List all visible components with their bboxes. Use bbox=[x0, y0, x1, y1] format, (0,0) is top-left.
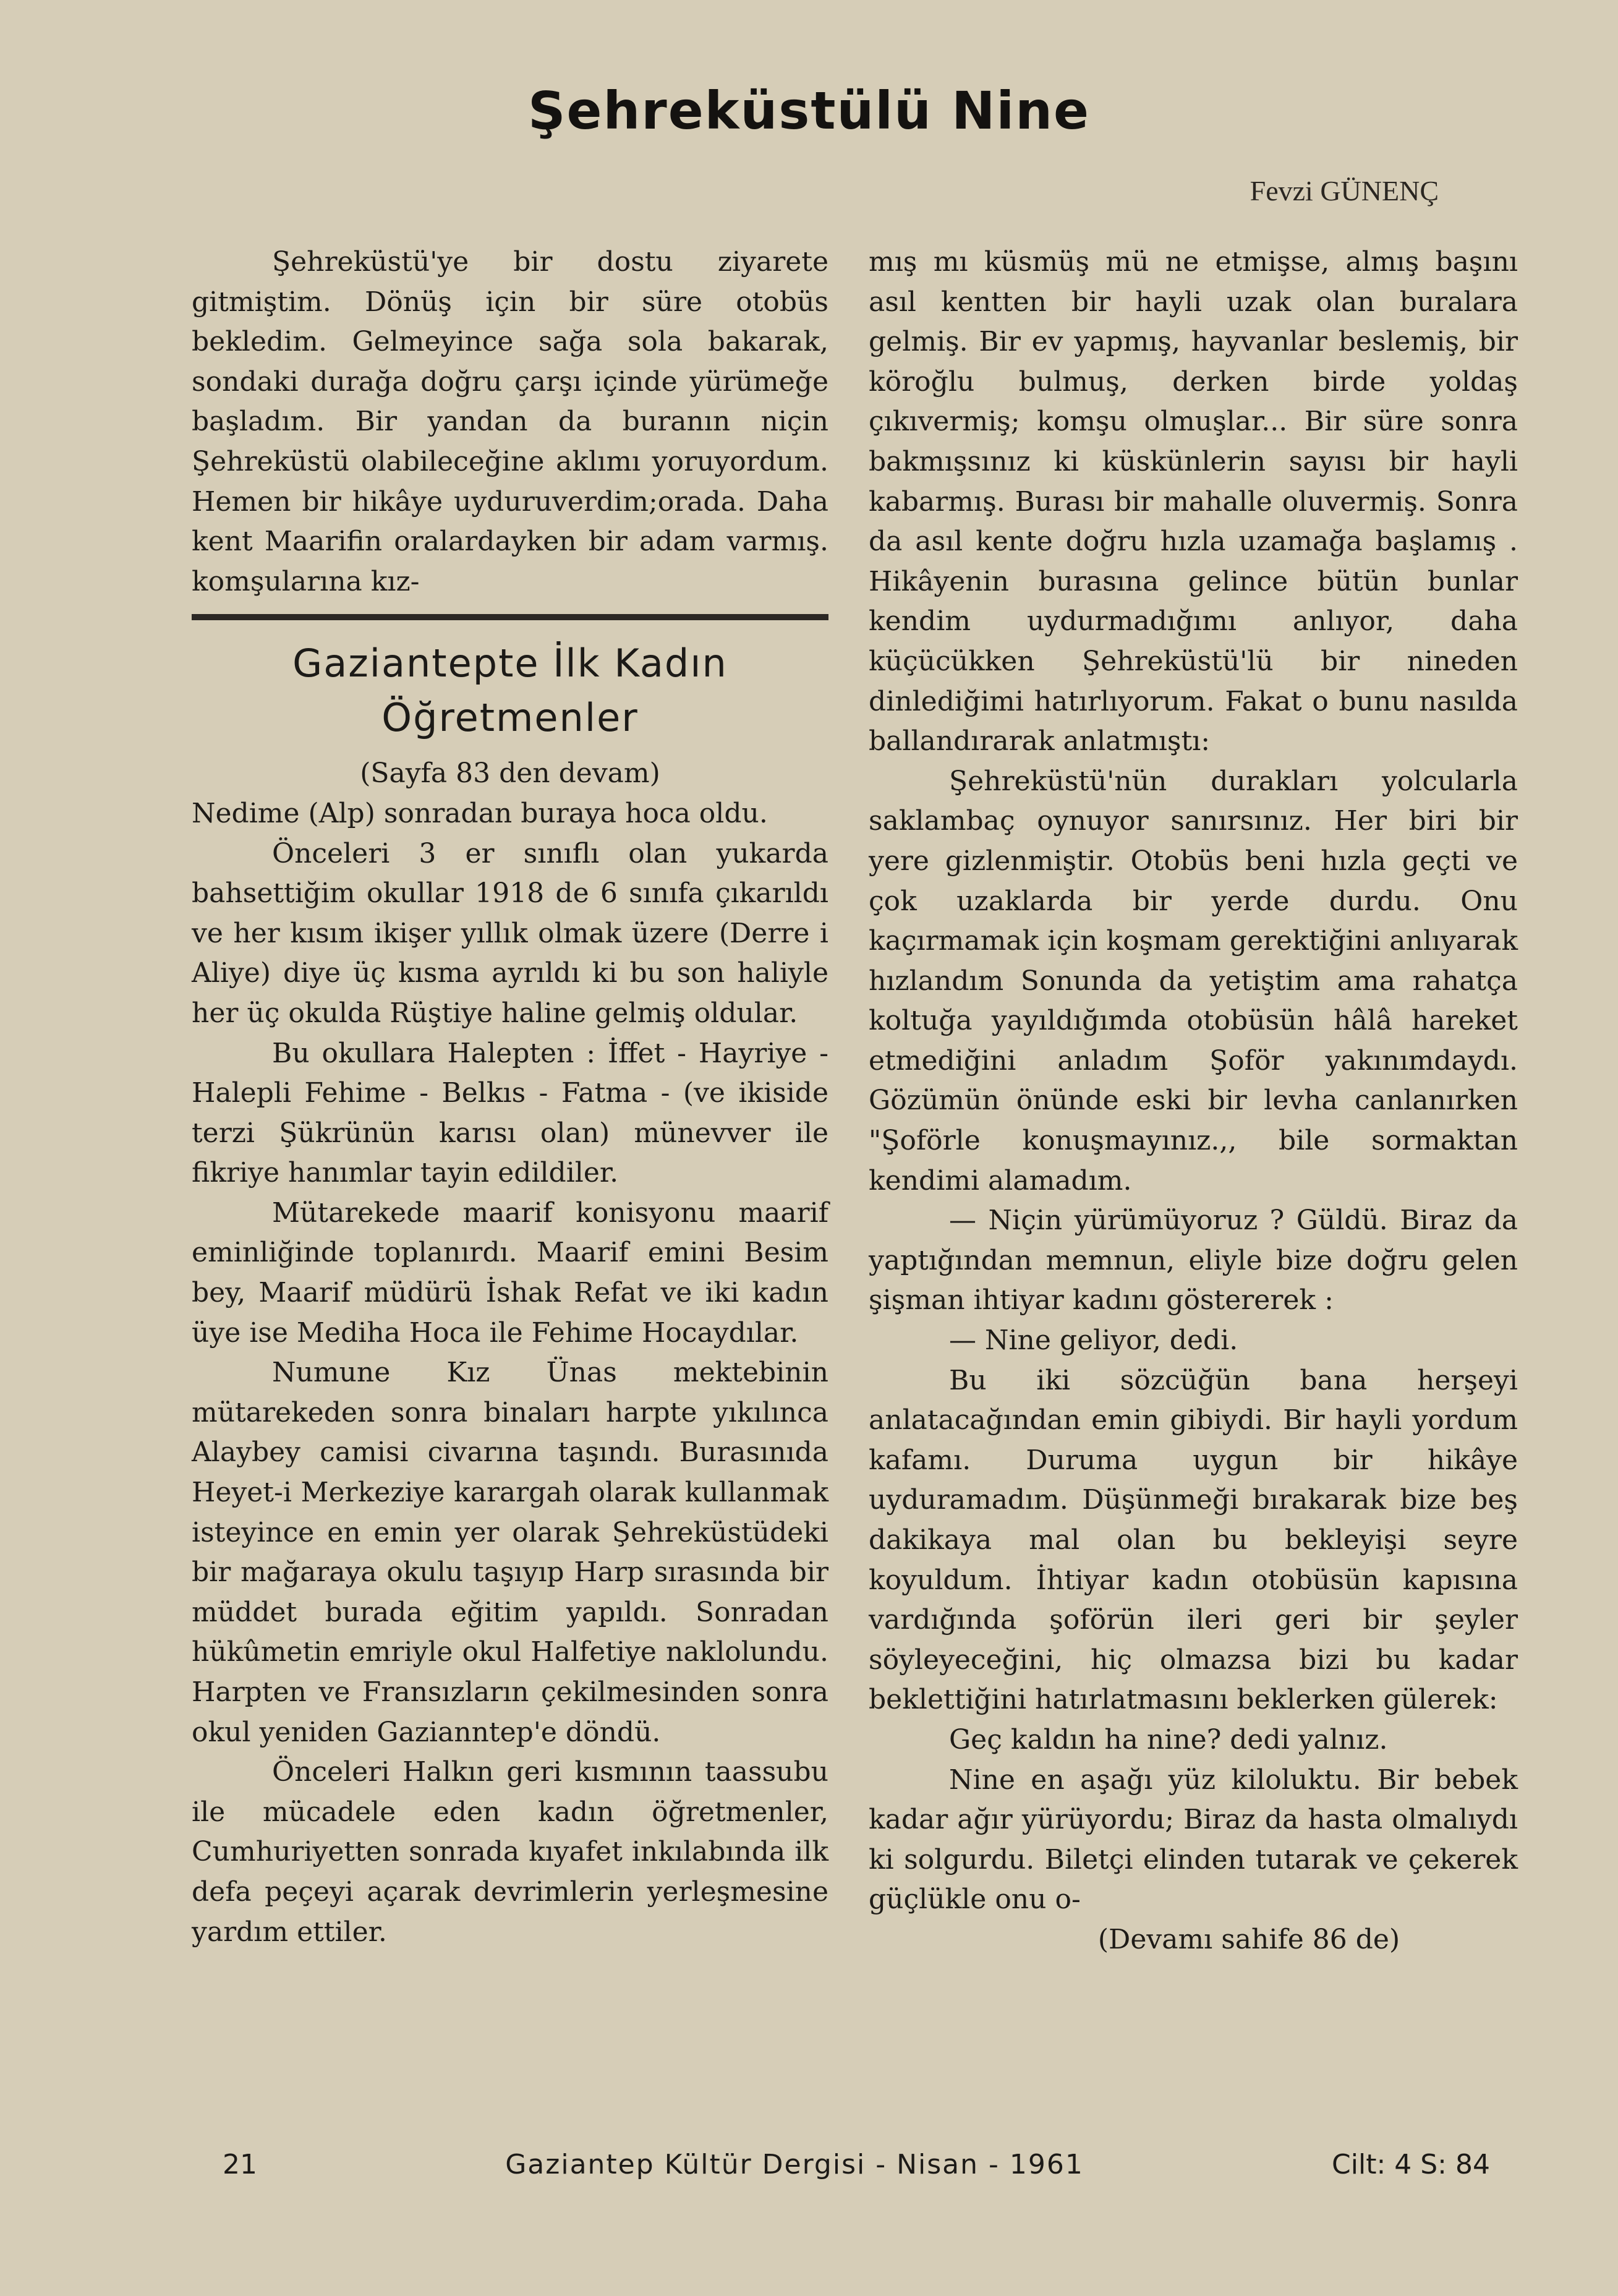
left-column bbox=[192, 242, 828, 1952]
paragraph: Nine en aşağı yüz kiloluktu. Bir bebek kadar ağır yürüyordu; Biraz da hasta olmalıydı ki solgurdu. Biletçi elinden tutarak ve çekerek güçlükle onu o- bbox=[869, 1764, 1518, 1916]
paragraph: Şehreküstü'nün durakları yolcularla saklambaç oynuyor sanırsınız. Her biri bir yere gizlenmiştir. Otobüs beni hızla geçti ve çok uzaklarda bir yerde durdu. Onu kaçırmamak için koşmam gerektiğini anlıyarak hızlandım Sonunda da yetiştim ama rahatça koltuğa yayıldığımda otobüsün hâlâ hareket etmediğini anladım Şoför yakınımdaydı. Gözümün önünde eski bir levha canlanırken "Şoförle konuşmayınız.,, bile sormaktan kendimi alamadım. bbox=[869, 765, 1518, 1197]
paragraph: Bu okullara Halepten : İffet - Hayriye - Halepli Fehime - Belkıs - Fatma - (ve ikiside terzi Şükrünün karısı olan) münevver ile fikriye hanımlar tayin edildiler. bbox=[192, 1037, 828, 1189]
continued-note: (Devamı sahife 86 de) bbox=[1097, 1923, 1400, 1955]
section-divider bbox=[192, 614, 828, 620]
paragraph: Nedime (Alp) sonradan buraya hoca oldu. bbox=[192, 797, 768, 829]
volume-info: Cilt: 4 S: 84 bbox=[1332, 2149, 1490, 2180]
page-footer bbox=[223, 2149, 1490, 2180]
journal-info: Gaziantep Kültür Dergisi - Nisan - 1961 bbox=[505, 2149, 1084, 2180]
paragraph: Mütarekede maarif konisyonu maarif eminliğinde toplanırdı. Maarif emini Besim bey, Maarif müdürü İshak Refat ve iki kadın üye ise Mediha Hoca ile Fehime Hocaydılar. bbox=[192, 1197, 828, 1349]
paragraph: — Nine geliyor, dedi. bbox=[949, 1325, 1238, 1357]
paragraph: Şehreküstü'ye bir dostu ziyarete gitmiştim. Dönüş için bir süre otobüs bekledim. Gelmeyince sağa sola bakarak, sondaki durağa doğru çarşı içinde yürümeğe başladım. Bir yandan da buranın niçin Şehreküstü olabileceğine aklımı yoruyordum. Hemen bir hikâye uyduruverdim;orada. Daha kent Maarifin oralardayken bir adam varmış. komşularına kız- bbox=[192, 246, 828, 597]
paragraph: Önceleri 3 er sınıflı olan yukarda bahsettiğim okullar 1918 de 6 sınıfa çıkarıldı ve her kısım ikişer yıllık olmak üzere (Derre i Aliye) diye üç kısma ayrıldı ki bu son haliyle her üç okulda Rüştiye haline gelmiş oldular. bbox=[192, 837, 828, 1029]
paragraph: Numune Kız Ünas mektebinin mütarekeden sonra binaları harpte yıkılınca Alaybey camisi civarına taşındı. Burasınıda Heyet-i Merkeziye karargah olarak kullanmak isteyince en emin yer olarak Şehreküstüdeki bir mağaraya okulu taşıyıp Harp sırasında bir müddet burada eğitim yapıldı. Sonradan hükûmetin emriyle okul Halfetiye naklolundu. Harpten ve Fransızların çekilmesinden sonra okul yeniden Gazianntep'e döndü. bbox=[192, 1357, 828, 1748]
section-heading-line1: Gaziantepte İlk Kadın bbox=[292, 641, 728, 686]
section-heading-line2: Öğretmenler bbox=[381, 695, 639, 741]
paragraph: Geç kaldın ha nine? dedi yalnız. bbox=[949, 1723, 1388, 1756]
continued-note: (Sayfa 83 den devam) bbox=[360, 758, 660, 790]
paragraph: mış mı küsmüş mü ne etmişse, almış başını asıl kentten bir hayli uzak olan buralara gelmiş. Bir ev yapmış, hayvanlar beslemiş, bir köroğlu bulmuş, derken birde yoldaş çıkıvermiş; komşu olmuşlar... Bir süre sonra bakmışsınız ki küskünlerin sayısı bir hayli kabarmış. Burası bir mahalle oluvermiş. Sonra da asıl kente doğru hızla uzamağa başlamış . Hikâyenin burasına gelince bütün bunlar kendim uydurmadığımı anlıyor, daha küçücükken Şehreküstü'lü bir nineden dinlediğimi hatırlıyorum. Fakat o bunu nasılda ballandırarak anlatmıştı: bbox=[869, 246, 1518, 758]
page-number: 21 bbox=[223, 2149, 257, 2180]
paragraph: Önceleri Halkın geri kısmının taassubu ile mücadele eden kadın öğretmenler, Cumhuriyetten sonrada kıyafet inkılabında ilk defa peçeyi açarak devrimlerin yerleşmesine yardım ettiler. bbox=[192, 1756, 828, 1948]
author-name: Fevzi GÜNENÇ bbox=[1250, 175, 1439, 207]
right-column bbox=[869, 242, 1518, 1960]
paragraph: — Niçin yürümüyoruz ? Güldü. Biraz da yaptığından memnun, eliyle bize doğru gelen şişman ihtiyar kadını göstererek : bbox=[869, 1205, 1518, 1317]
article-title: Şehreküstülü Nine bbox=[528, 80, 1090, 141]
paragraph: Bu iki sözcüğün bana herşeyi anlatacağından emin gibiydi. Bir hayli yordum kafamı. Duruma uygun bir hikâye uyduramadım. Düşünmeği bırakarak bize beş dakikaya mal olan bu bekleyişi seyre koyuldum. İhtiyar kadın otobüsün kapısına vardığında şoförün ileri geri bir şeyler söyleyeceğini, hiç olmazsa bizi bu kadar beklettiğini hatırlatmasını beklerken gülerek: bbox=[869, 1364, 1518, 1716]
